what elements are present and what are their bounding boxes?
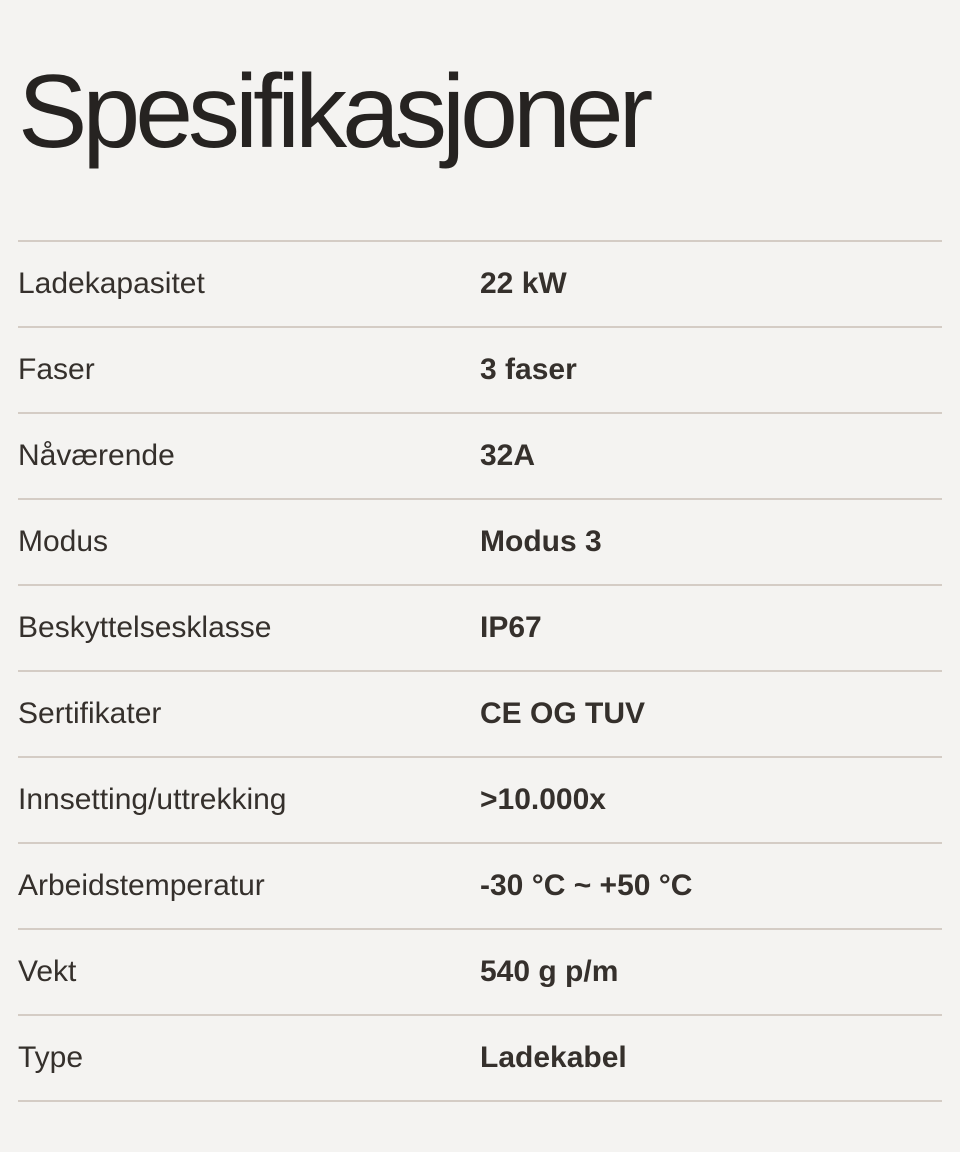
spec-table (18, 240, 942, 1102)
spec-value: CE OG TUV (480, 697, 646, 730)
spec-value: Ladekabel (480, 1041, 627, 1074)
spec-row-phases (18, 328, 942, 414)
spec-row-certificates (18, 672, 942, 758)
spec-label: Faser (18, 353, 95, 386)
spec-value: >10.000x (480, 783, 606, 816)
spec-value: 32A (480, 439, 536, 472)
spec-value: 540 g p/m (480, 955, 619, 988)
spec-label: Vekt (18, 955, 77, 988)
spec-label: Nåværende (18, 439, 175, 472)
spec-row-weight (18, 930, 942, 1016)
spec-value: 22 kW (480, 267, 567, 300)
spec-row-mode (18, 500, 942, 586)
spec-value: 3 faser (480, 353, 577, 386)
spec-label: Beskyttelsesklasse (18, 611, 272, 644)
spec-label: Sertifikater (18, 697, 162, 730)
spec-row-operating-temperature (18, 844, 942, 930)
spec-value: IP67 (480, 611, 542, 644)
spec-value: Modus 3 (480, 525, 602, 558)
spec-row-insertion-cycles (18, 758, 942, 844)
spec-label: Modus (18, 525, 109, 558)
spec-row-charging-capacity (18, 242, 942, 328)
spec-row-current (18, 414, 942, 500)
spec-label: Arbeidstemperatur (18, 869, 265, 902)
spec-row-type (18, 1016, 942, 1102)
spec-value: -30 °C ~ +50 °C (480, 869, 693, 902)
spec-label: Ladekapasitet (18, 267, 205, 300)
spec-row-protection-class (18, 586, 942, 672)
spec-label: Innsetting/uttrekking (18, 783, 287, 816)
spec-label: Type (18, 1041, 84, 1074)
page-title: Spesifikasjoner (18, 54, 649, 170)
